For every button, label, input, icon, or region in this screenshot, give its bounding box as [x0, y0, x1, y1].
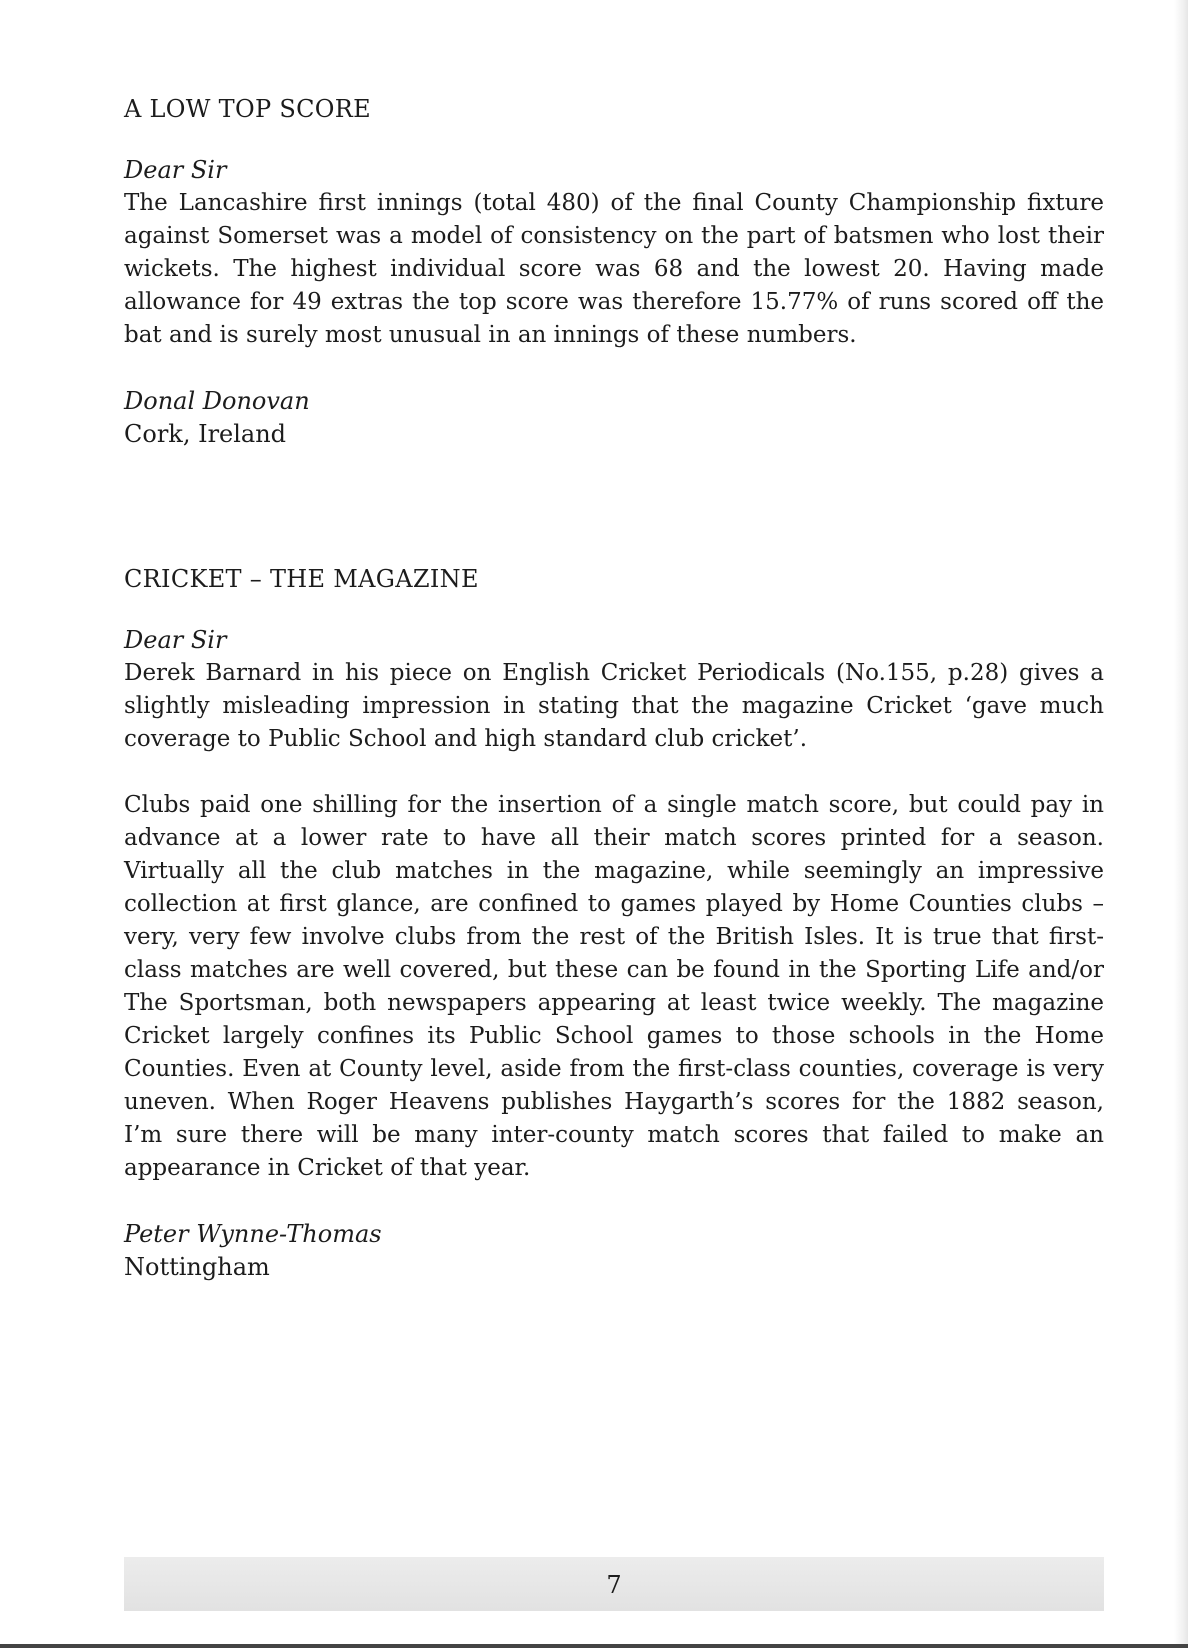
letter-heading: A LOW TOP SCORE [124, 95, 371, 123]
letter-salutation: Dear Sir [124, 156, 227, 184]
page-number: 7 [606, 1571, 622, 1599]
page-footer [124, 1557, 1104, 1611]
letter-signature [124, 385, 1104, 451]
author-name: Donal Donovan [124, 387, 310, 415]
letter-low-top-score [124, 95, 1104, 451]
scan-bottom-edge [0, 1644, 1188, 1648]
author-location: Nottingham [124, 1253, 270, 1281]
letter-paragraph: Derek Barnard in his piece on English Cricket Periodicals (No.155, p.28) gives a slightly misleading impression in stating that the magazine Cricket ‘gave much coverage to Public School and high standard club cricket’. [124, 660, 1104, 752]
letter-paragraph: Clubs paid one shilling for the insertion of a single match score, but could pay in advance at a lower rate to have all their match scores printed for a season. Virtually all the club matches in the magazine, while seemingly an impressive collection at first glance, are confined to games played by Home Counties clubs – very, very few involve clubs from the rest of the British Isles. It is true that first-class matches are well covered, but these can be found in the Sporting Life and/or The Sportsman, both newspapers appearing at least twice weekly. The magazine Cricket largely confines its Public School games to those schools in the Home Counties. Even at County level, aside from the first-class counties, coverage is very uneven. When Roger Heavens publishes Haygarth’s scores for the 1882 season, I’m sure there will be many inter-county match scores that failed to make an appearance in Cricket of that year. [124, 792, 1104, 1181]
letter-heading: CRICKET – THE MAGAZINE [124, 565, 479, 593]
letter-cricket-magazine [124, 565, 1104, 1284]
author-name: Peter Wynne-Thomas [124, 1220, 382, 1248]
letter-paragraph: The Lancashire first innings (total 480) of the final County Championship fixture against Somerset was a model of consistency on the part of batsmen who lost their wickets. The highest individual score was 68 and the lowest 20. Having made allowance for 49 extras the top score was therefore 15.77% of runs scored off the bat and is surely most unusual in an innings of these numbers. [124, 190, 1104, 348]
letter-salutation: Dear Sir [124, 626, 227, 654]
scan-edge [1174, 0, 1188, 1648]
letter-signature [124, 1218, 1104, 1284]
author-location: Cork, Ireland [124, 420, 287, 448]
